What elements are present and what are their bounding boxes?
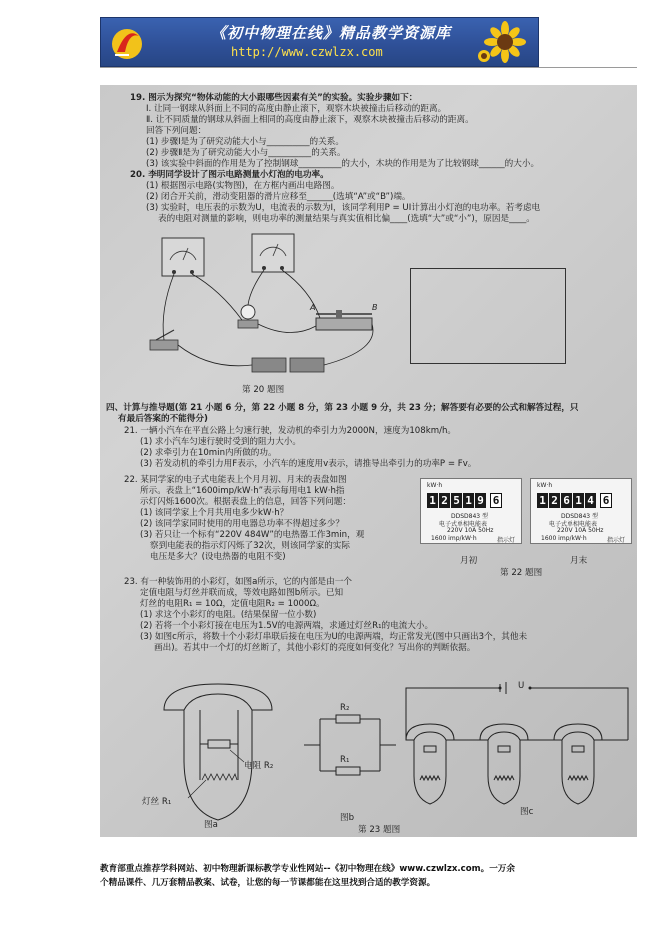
meter-digit: 1 bbox=[427, 493, 438, 508]
q22-line-4: (1) 该同学家上个月共用电多少kW·h？ bbox=[140, 508, 289, 518]
q20-line-5: 表的电阻对测量的影响，则电功率的测量结果与真实值相比偏____(选填“大”或“小”)，原因是____。 bbox=[158, 214, 535, 224]
meter-digit: 6 bbox=[561, 493, 572, 508]
footer-line-1: 教育部重点推荐学科网站、初中物理新课标教学专业性网站--《初中物理在线》www.czwlzx.com。一万余 bbox=[100, 864, 515, 874]
meter-spec: 220V 10A 50Hz bbox=[557, 527, 604, 534]
meter-digit: 1 bbox=[573, 493, 584, 508]
q19-line-1: 19. 图示为探究“物体动能的大小跟哪些因素有关”的实验。实验步骤如下： bbox=[130, 93, 418, 103]
q21-line-3: (2) 求牵引力在10min内所做的功。 bbox=[140, 448, 277, 458]
fig-a-r1-label: 灯丝 R₁ bbox=[142, 797, 172, 807]
meter-digit: 2 bbox=[549, 493, 560, 508]
meter-digit: 9 bbox=[475, 493, 486, 508]
exam-page-photo bbox=[100, 85, 637, 837]
meter-digit: 1 bbox=[537, 493, 548, 508]
q23-figure-b bbox=[300, 705, 400, 785]
meter-model: DDSD843 型 bbox=[561, 513, 599, 520]
battery-icon bbox=[252, 358, 286, 372]
q23-line-3: 灯丝的电阻R₁ = 10Ω，定值电阻R₂ = 1000Ω。 bbox=[140, 599, 325, 609]
q22-line-1: 22. 某同学家的电子式电能表上个月月初、月末的表盘如图 bbox=[124, 475, 347, 485]
meter-lamp-label: 指示灯 bbox=[607, 537, 626, 544]
fig-b-r1-label: R₁ bbox=[340, 755, 350, 765]
q22-line-8: 电压是多大？(设电热器的电阻不变) bbox=[150, 552, 286, 562]
q21-line-4: (3) 若发动机的牵引力用F表示，小汽车的速度用v表示，请推导出牵引力的功率P = Fv。 bbox=[140, 459, 477, 469]
meter-digit: 5 bbox=[451, 493, 462, 508]
meter-imp: 1600 imp/kW·h bbox=[541, 535, 587, 542]
resistor-r2-icon bbox=[208, 740, 230, 748]
q19-line-6: (2) 步骤Ⅱ是为了研究动能大小与__________的关系。 bbox=[146, 148, 346, 158]
fig-a-r2-label: 电阻 R₂ bbox=[244, 761, 274, 771]
site-banner bbox=[100, 17, 539, 67]
header-rule bbox=[100, 67, 637, 68]
q20-answer-box bbox=[410, 268, 566, 364]
q23-line-4: (1) 求这个小彩灯的电阻。(结果保留一位小数) bbox=[140, 610, 317, 620]
meter-reading bbox=[537, 493, 612, 508]
q22-caption: 第 22 题图 bbox=[500, 568, 543, 578]
fig-c-label: 图c bbox=[520, 807, 534, 817]
footer-line-2: 个精品课件、几万套精品教案、试卷，让您的每一节课都能在这里找到合适的教学资源。 bbox=[100, 878, 436, 888]
voltmeter-icon bbox=[252, 234, 294, 272]
banner-title: 《初中物理在线》精品教学资源库 bbox=[211, 24, 452, 42]
fig-b-label: 图b bbox=[340, 813, 355, 823]
resistor-r1-icon bbox=[336, 767, 360, 775]
q20-line-1: 20. 李明同学设计了图示电路测量小灯泡的电功率。 bbox=[130, 170, 329, 180]
meter-name: 电子式单相电能表 bbox=[439, 521, 488, 528]
site-logo-icon bbox=[107, 22, 147, 62]
meter-name: 电子式单相电能表 bbox=[549, 521, 598, 528]
page-footer bbox=[100, 862, 600, 890]
q20-circuit-figure bbox=[140, 230, 390, 380]
q23-line-6: (3) 如图c所示，将数十个小彩灯串联后接在电压为U的电源两端，均正常发光(图中只画出3个，其他未 bbox=[140, 632, 528, 642]
meter-digit: 2 bbox=[439, 493, 450, 508]
energy-meter-start bbox=[420, 478, 522, 544]
q19-line-3: Ⅱ. 让不同质量的钢球从斜面上相同的高度由静止滚下，观察木块被撞击后移动的距离。 bbox=[146, 115, 474, 125]
meter-model: DDSD843 型 bbox=[451, 513, 489, 520]
q23-line-5: (2) 若将一个小彩灯接在电压为1.5V的电源两端，求通过灯丝R₁的电流大小。 bbox=[140, 621, 434, 631]
q22-line-3: 示灯闪烁1600次。根据表盘上的信息，回答下列问题： bbox=[140, 497, 351, 507]
meter-start-label: 月初 bbox=[460, 556, 478, 566]
meter-lamp-label: 指示灯 bbox=[497, 537, 516, 544]
meter-digit: 1 bbox=[463, 493, 474, 508]
meter-imp: 1600 imp/kW·h bbox=[431, 535, 477, 542]
q23-caption: 第 23 题图 bbox=[358, 825, 401, 835]
q21-line-1: 21. 一辆小汽车在平直公路上匀速行驶，发动机的牵引力为2000N，速度为108km/h。 bbox=[124, 426, 457, 436]
q22-line-7: 察到电能表的指示灯闪烁了32次，则该同学家的实际 bbox=[150, 541, 350, 551]
energy-meter-end bbox=[530, 478, 632, 544]
resistor-r2-icon bbox=[336, 715, 360, 723]
fig-a-label: 图a bbox=[204, 820, 218, 830]
q20-line-2: (1) 根据图示电路(实物图)，在方框内画出电路图。 bbox=[146, 181, 340, 191]
q22-line-2: 所示。表盘上“1600imp/kW·h”表示每用电1 kW·h指 bbox=[140, 486, 345, 496]
filament-r1-icon bbox=[202, 774, 237, 780]
q21-line-2: (1) 求小汽车匀速行驶时受到的阻力大小。 bbox=[140, 437, 301, 447]
terminal-b-label: B bbox=[372, 303, 378, 312]
fig-c-u-label: U bbox=[518, 681, 525, 691]
q19-line-4: 回答下列问题： bbox=[146, 126, 207, 136]
rheostat-icon bbox=[316, 318, 372, 330]
meter-decimal-digit: 6 bbox=[600, 493, 612, 508]
section4-line-1: 四、计算与推导题(第 21 小题 6 分，第 22 小题 8 分，第 23 小题 9 分，共 23 分；解答要有必要的公式和解答过程，只 bbox=[106, 403, 579, 413]
meter-end-label: 月末 bbox=[570, 556, 588, 566]
q23-figure-a bbox=[144, 680, 294, 830]
sunflower-icon bbox=[474, 20, 536, 64]
bulb-icon bbox=[241, 305, 255, 319]
banner-url[interactable]: http://www.czwlzx.com bbox=[231, 45, 383, 59]
meter-unit: kW·h bbox=[427, 482, 443, 489]
section4-line-2: 有最后答案的不能得分) bbox=[118, 414, 208, 424]
q23-figure-c bbox=[400, 680, 635, 820]
q19-line-2: Ⅰ. 让同一钢球从斜面上不同的高度由静止滚下，观察木块被撞击后移动的距离。 bbox=[146, 104, 447, 114]
q22-line-5: (2) 该同学家同时使用的用电器总功率不得超过多少？ bbox=[140, 519, 344, 529]
q23-line-1: 23. 有一种装饰用的小彩灯，如图a所示，它的内部是由一个 bbox=[124, 577, 352, 587]
meter-decimal-digit: 6 bbox=[490, 493, 502, 508]
meter-spec: 220V 10A 50Hz bbox=[447, 527, 494, 534]
meter-reading bbox=[427, 493, 502, 508]
meter-unit: kW·h bbox=[537, 482, 553, 489]
q20-line-4: (3) 实验时，电压表的示数为U，电流表的示数为I，该同学利用P = UI计算出小灯泡的电功率。若考虑电 bbox=[146, 203, 541, 213]
q19-line-5: (1) 步骤Ⅰ是为了研究动能大小与__________的关系。 bbox=[146, 137, 344, 147]
q22-line-6: (3) 若只让一个标有“220V 484W”的电热器工作3min，观 bbox=[140, 530, 365, 540]
q19-line-7: (3) 该实验中斜面的作用是为了控制钢球__________的大小，木块的作用是为了比较钢球______的大小。 bbox=[146, 159, 540, 169]
q23-line-2: 定值电阻与灯丝并联而成，等效电路如图b所示。已知 bbox=[140, 588, 344, 598]
fig-b-r2-label: R₂ bbox=[340, 703, 350, 713]
switch-icon bbox=[150, 340, 178, 350]
meter-digit: 4 bbox=[585, 493, 596, 508]
q20-line-3: (2) 闭合开关前，滑动变阻器的滑片应移至______(选填“A”或“B”)端。 bbox=[146, 192, 411, 202]
battery-icon bbox=[290, 358, 324, 372]
terminal-a-label: A bbox=[310, 303, 316, 312]
q23-line-7: 画出)。若其中一个灯的灯丝断了，其他小彩灯的亮度如何变化？写出你的判断依据。 bbox=[154, 643, 476, 653]
q20-caption: 第 20 题图 bbox=[242, 385, 285, 395]
ammeter-icon bbox=[162, 238, 204, 276]
